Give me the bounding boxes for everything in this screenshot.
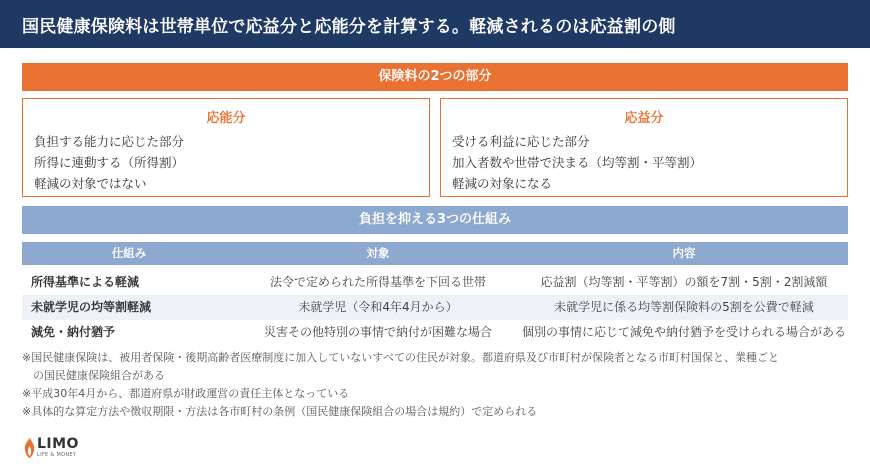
column-header-content: 内容 <box>672 246 696 260</box>
table-cell-mechanism: 所得基準による軽減 <box>31 275 140 289</box>
footnotes <box>22 349 848 421</box>
table-cell-content: 応益割（均等割・平等割）の額を7割・5割・2割減額 <box>540 275 828 289</box>
page-title: 国民健康保険料は世帯単位で応益分と応能分を計算する。軽減されるのは応益割の側 <box>22 17 676 37</box>
ability-based-line: 軽減の対象ではない <box>34 176 147 191</box>
footnote: ※平成30年4月から、都道府県が財政運営の責任主体となっている <box>22 387 350 400</box>
limo-logo <box>24 436 94 462</box>
ability-based-box <box>22 98 430 197</box>
table-row <box>22 270 848 295</box>
table-cell-content: 未就学児に係る均等割保険料の5割を公費で軽減 <box>554 300 814 314</box>
table-cell-mechanism: 未就学児の均等割軽減 <box>31 300 152 314</box>
column-header-target: 対象 <box>366 246 390 260</box>
ability-based-line: 負担する能力に応じた部分 <box>34 134 185 149</box>
flame-logo-icon <box>24 438 35 458</box>
table-cell-target: 災害その他特別の事情で納付が困難な場合 <box>263 325 492 339</box>
ability-based-title: 応能分 <box>206 111 246 126</box>
footnote: ※国民健康保険は、被用者保険・後期高齢者医療制度に加入していないすべての住民が対象。都道府県及び市町村が保険者となる市町村国保と、業種ごと <box>22 351 779 364</box>
column-header-mechanism: 仕組み <box>111 246 147 260</box>
table-cell-target: 未就学児（令和4年4月から） <box>298 300 458 314</box>
table-cell-target: 法令で定められた所得基準を下回る世帯 <box>269 275 486 289</box>
benefit-based-line: 軽減の対象になる <box>452 176 553 191</box>
table-row <box>22 320 848 345</box>
table-header <box>22 242 848 265</box>
section-title-relief-mechanisms: 負担を抑える3つの仕組み <box>22 206 848 234</box>
table-cell-content: 個別の事情に応じて減免や納付猶予を受けられる場合がある <box>521 325 846 339</box>
table-cell-mechanism: 減免・納付猶予 <box>31 325 116 339</box>
benefit-based-lines <box>452 131 702 194</box>
benefit-based-line: 加入者数や世帯で決まる（均等割・平等割） <box>452 155 703 170</box>
header-bar <box>0 0 870 48</box>
benefit-based-box <box>440 98 848 197</box>
section-title-premium-parts: 保険料の2つの部分 <box>22 63 848 91</box>
footnote: ※具体的な算定方法や徴収期限・方法は各市町村の条例（国民健康保険組合の場合は規約）で定められる <box>22 405 538 418</box>
footnote: の国民健康保険組合がある <box>22 369 165 382</box>
benefit-based-line: 受ける利益に応じた部分 <box>452 134 590 149</box>
logo-wordmark: LIMO <box>37 436 79 452</box>
ability-based-line: 所得に連動する（所得割） <box>34 155 185 170</box>
logo-tagline: LIFE & MONEY <box>37 452 77 458</box>
ability-based-lines <box>34 131 184 194</box>
benefit-based-title: 応益分 <box>624 111 664 126</box>
table-row <box>22 295 848 320</box>
